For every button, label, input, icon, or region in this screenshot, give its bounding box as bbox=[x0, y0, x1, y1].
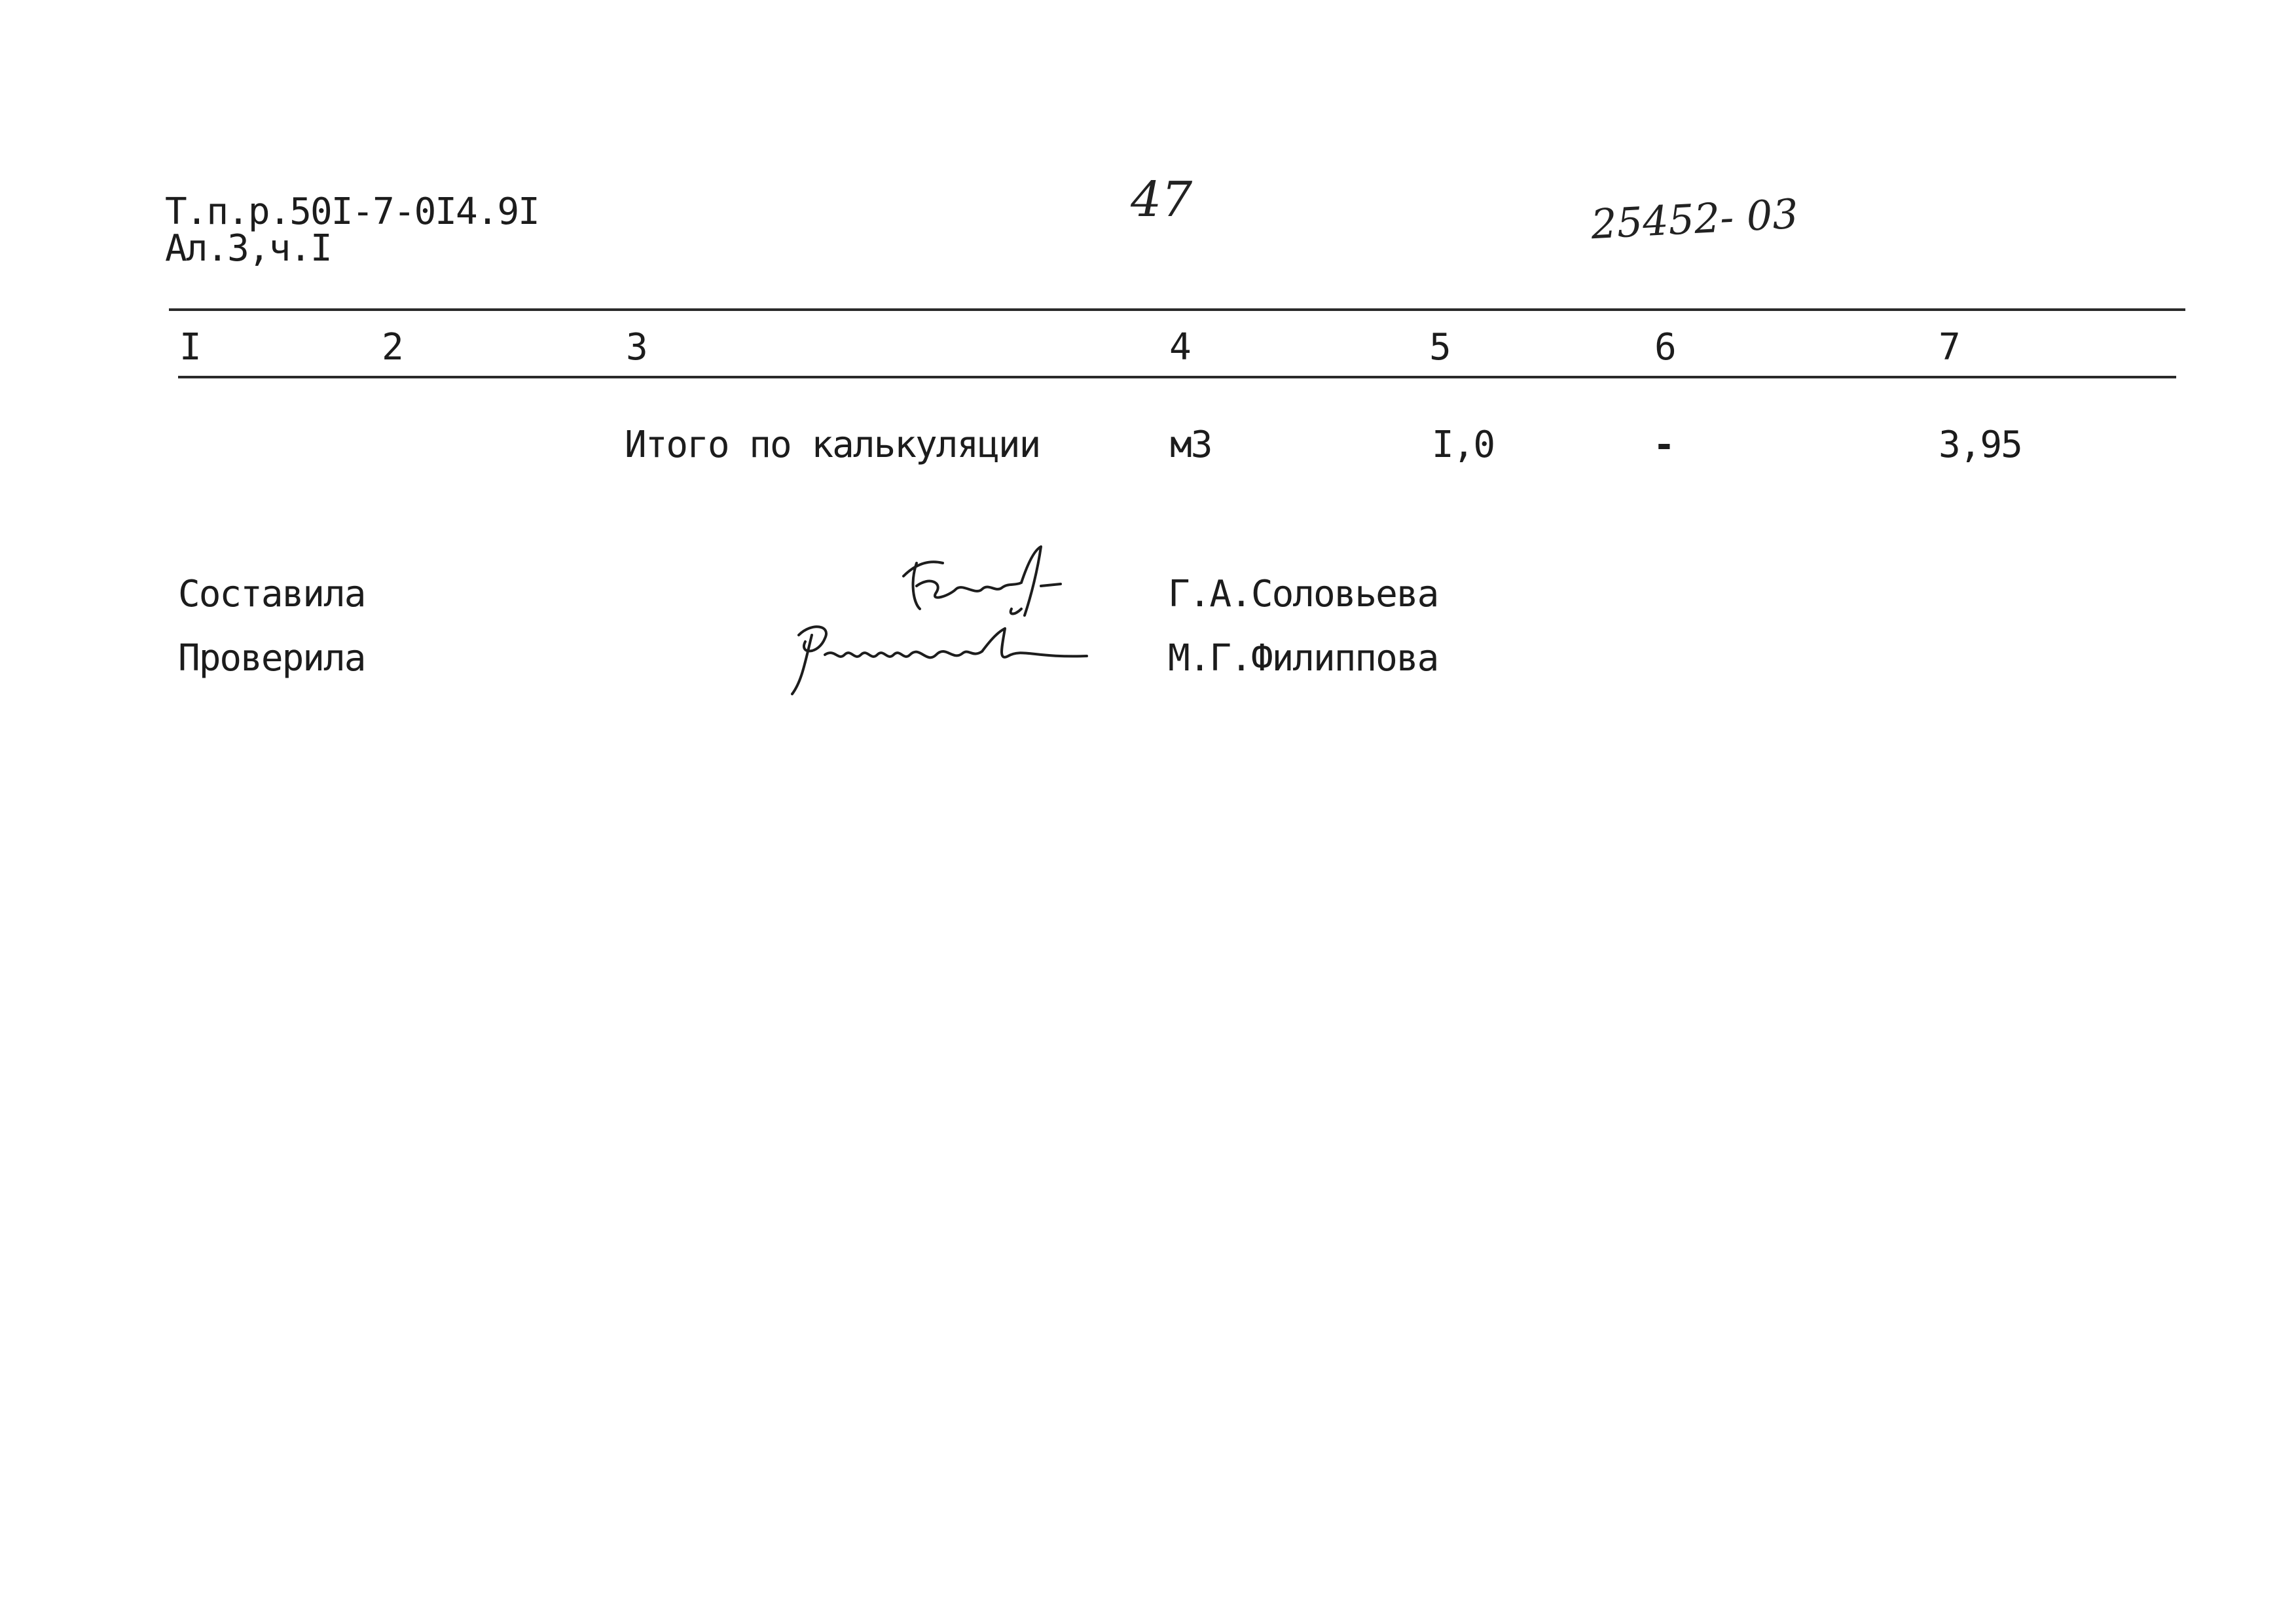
column-header-3: 3 bbox=[626, 326, 647, 369]
total-column-6: - bbox=[1653, 424, 1674, 466]
compiled-by-name: Г.А.Соловьева bbox=[1168, 573, 1438, 615]
checker-signature bbox=[773, 609, 1113, 701]
page-number: 47 bbox=[1131, 172, 1193, 228]
column-header-6: 6 bbox=[1654, 326, 1675, 369]
total-label: Итого по калькуляции bbox=[625, 424, 1040, 466]
column-header-2: 2 bbox=[382, 326, 403, 369]
album-reference: Ал.3,ч.I bbox=[165, 227, 331, 270]
compiled-by-label: Составила bbox=[178, 573, 365, 615]
checked-by-name: М.Г.Филиппова bbox=[1168, 637, 1438, 680]
checked-by-label: Проверила bbox=[178, 637, 365, 680]
column-header-5: 5 bbox=[1429, 326, 1450, 369]
total-column-7: 3,95 bbox=[1939, 424, 2022, 466]
total-quantity: I,0 bbox=[1432, 424, 1495, 466]
table-top-rule bbox=[169, 308, 2185, 311]
table-header-rule bbox=[178, 376, 2176, 378]
column-header-7: 7 bbox=[1939, 326, 1959, 369]
archive-number: 25452- 03 bbox=[1590, 189, 1800, 249]
total-unit: м3 bbox=[1170, 424, 1212, 466]
document-code: Т.п.р.50I-7-0I4.9I bbox=[165, 191, 539, 233]
column-header-4: 4 bbox=[1169, 326, 1190, 369]
column-header-1: I bbox=[179, 326, 200, 369]
